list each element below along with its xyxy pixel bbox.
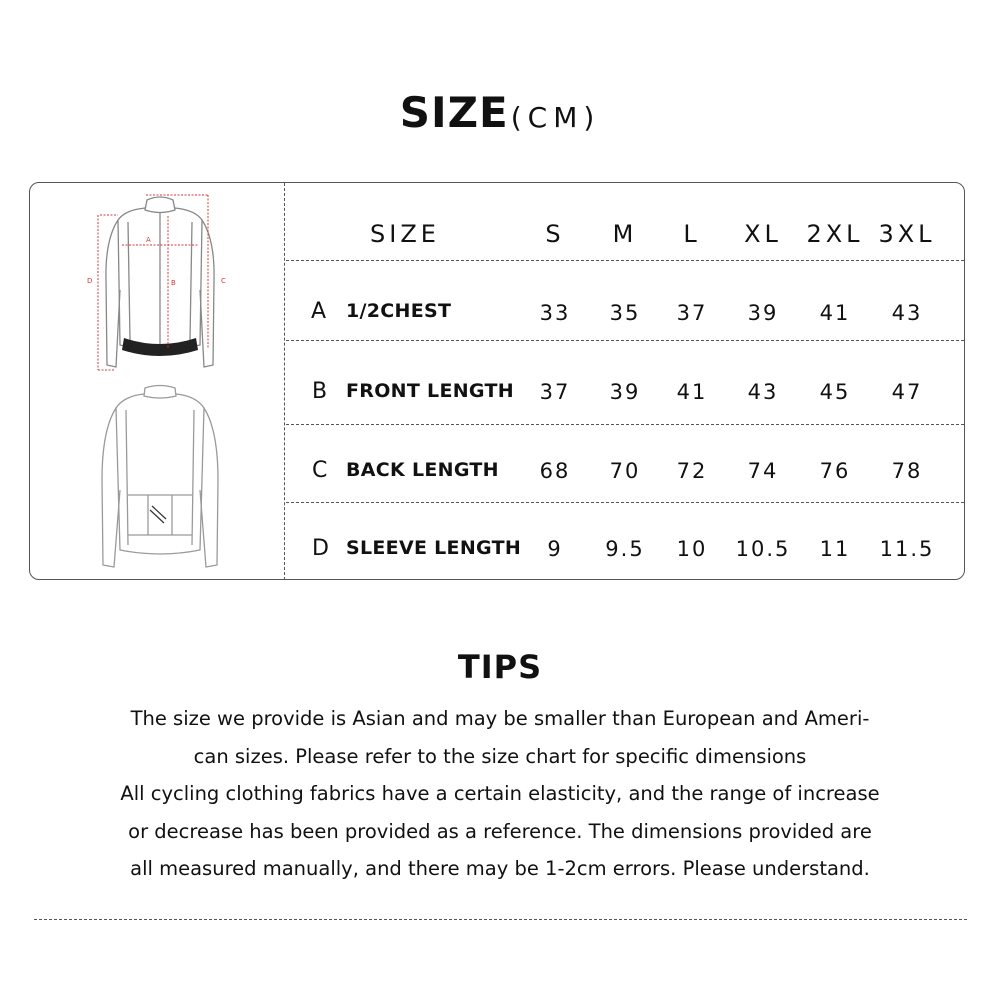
header-s: S bbox=[545, 220, 565, 248]
title-main: SIZE bbox=[399, 88, 509, 137]
panel-divider bbox=[284, 183, 285, 580]
row-letter: C bbox=[312, 458, 328, 483]
label-c: C bbox=[221, 277, 226, 285]
jersey-front-diagram bbox=[80, 190, 240, 375]
header-l: L bbox=[683, 220, 701, 248]
cell-value: 68 bbox=[539, 459, 571, 483]
cell-value: 9 bbox=[547, 537, 563, 561]
table-divider bbox=[286, 502, 964, 503]
header-size: SIZE bbox=[370, 220, 440, 248]
tips-line: can sizes. Please refer to the size chart for specific dimensions bbox=[193, 744, 807, 768]
cell-value: 37 bbox=[676, 301, 708, 325]
jersey-back-diagram bbox=[80, 380, 240, 575]
cell-value: 43 bbox=[747, 380, 779, 404]
cell-value: 39 bbox=[609, 380, 641, 404]
table-divider bbox=[286, 340, 964, 341]
cell-value: 45 bbox=[819, 380, 851, 404]
label-b: B bbox=[171, 279, 176, 287]
cell-value: 76 bbox=[819, 459, 851, 483]
tips-line: or decrease has been provided as a reference. The dimensions provided are bbox=[128, 819, 872, 843]
cell-value: 39 bbox=[747, 301, 779, 325]
row-label: BACK LENGTH bbox=[346, 459, 499, 481]
label-a: A bbox=[146, 236, 151, 244]
cell-value: 70 bbox=[609, 459, 641, 483]
cell-value: 11 bbox=[819, 537, 851, 561]
header-xl: XL bbox=[744, 220, 782, 248]
cell-value: 41 bbox=[819, 301, 851, 325]
cell-value: 35 bbox=[609, 301, 641, 325]
row-letter: A bbox=[311, 299, 327, 324]
cell-value: 72 bbox=[676, 459, 708, 483]
cell-value: 10 bbox=[676, 537, 708, 561]
cell-value: 11.5 bbox=[879, 537, 935, 561]
tips-line: All cycling clothing fabrics have a certain elasticity, and the range of increase bbox=[120, 782, 880, 805]
header-3xl: 3XL bbox=[878, 220, 936, 248]
cell-value: 43 bbox=[891, 301, 923, 325]
cell-value: 78 bbox=[891, 459, 923, 483]
cell-value: 47 bbox=[891, 380, 923, 404]
cell-value: 9.5 bbox=[605, 537, 645, 561]
tips-text bbox=[80, 700, 920, 888]
table-divider bbox=[286, 260, 964, 261]
row-label: 1/2CHEST bbox=[346, 300, 452, 322]
table-divider bbox=[286, 424, 964, 425]
bottom-divider bbox=[34, 919, 967, 920]
cell-value: 41 bbox=[676, 380, 708, 404]
tips-line: all measured manually, and there may be 1-2cm errors. Please understand. bbox=[130, 857, 870, 880]
page-title bbox=[0, 88, 1000, 137]
row-letter: D bbox=[312, 536, 329, 561]
header-2xl: 2XL bbox=[806, 220, 864, 248]
cell-value: 74 bbox=[747, 459, 779, 483]
cell-value: 10.5 bbox=[735, 537, 791, 561]
row-label: SLEEVE LENGTH bbox=[346, 537, 522, 559]
row-label: FRONT LENGTH bbox=[346, 380, 514, 402]
header-m: M bbox=[612, 220, 638, 248]
row-letter: B bbox=[312, 379, 328, 404]
title-unit: (CM) bbox=[510, 101, 601, 134]
cell-value: 37 bbox=[539, 380, 571, 404]
cell-value: 33 bbox=[539, 301, 571, 325]
tips-title: TIPS bbox=[457, 648, 543, 686]
tips-line: The size we provide is Asian and may be smaller than European and Ameri- bbox=[130, 707, 870, 730]
label-d: D bbox=[87, 277, 93, 285]
